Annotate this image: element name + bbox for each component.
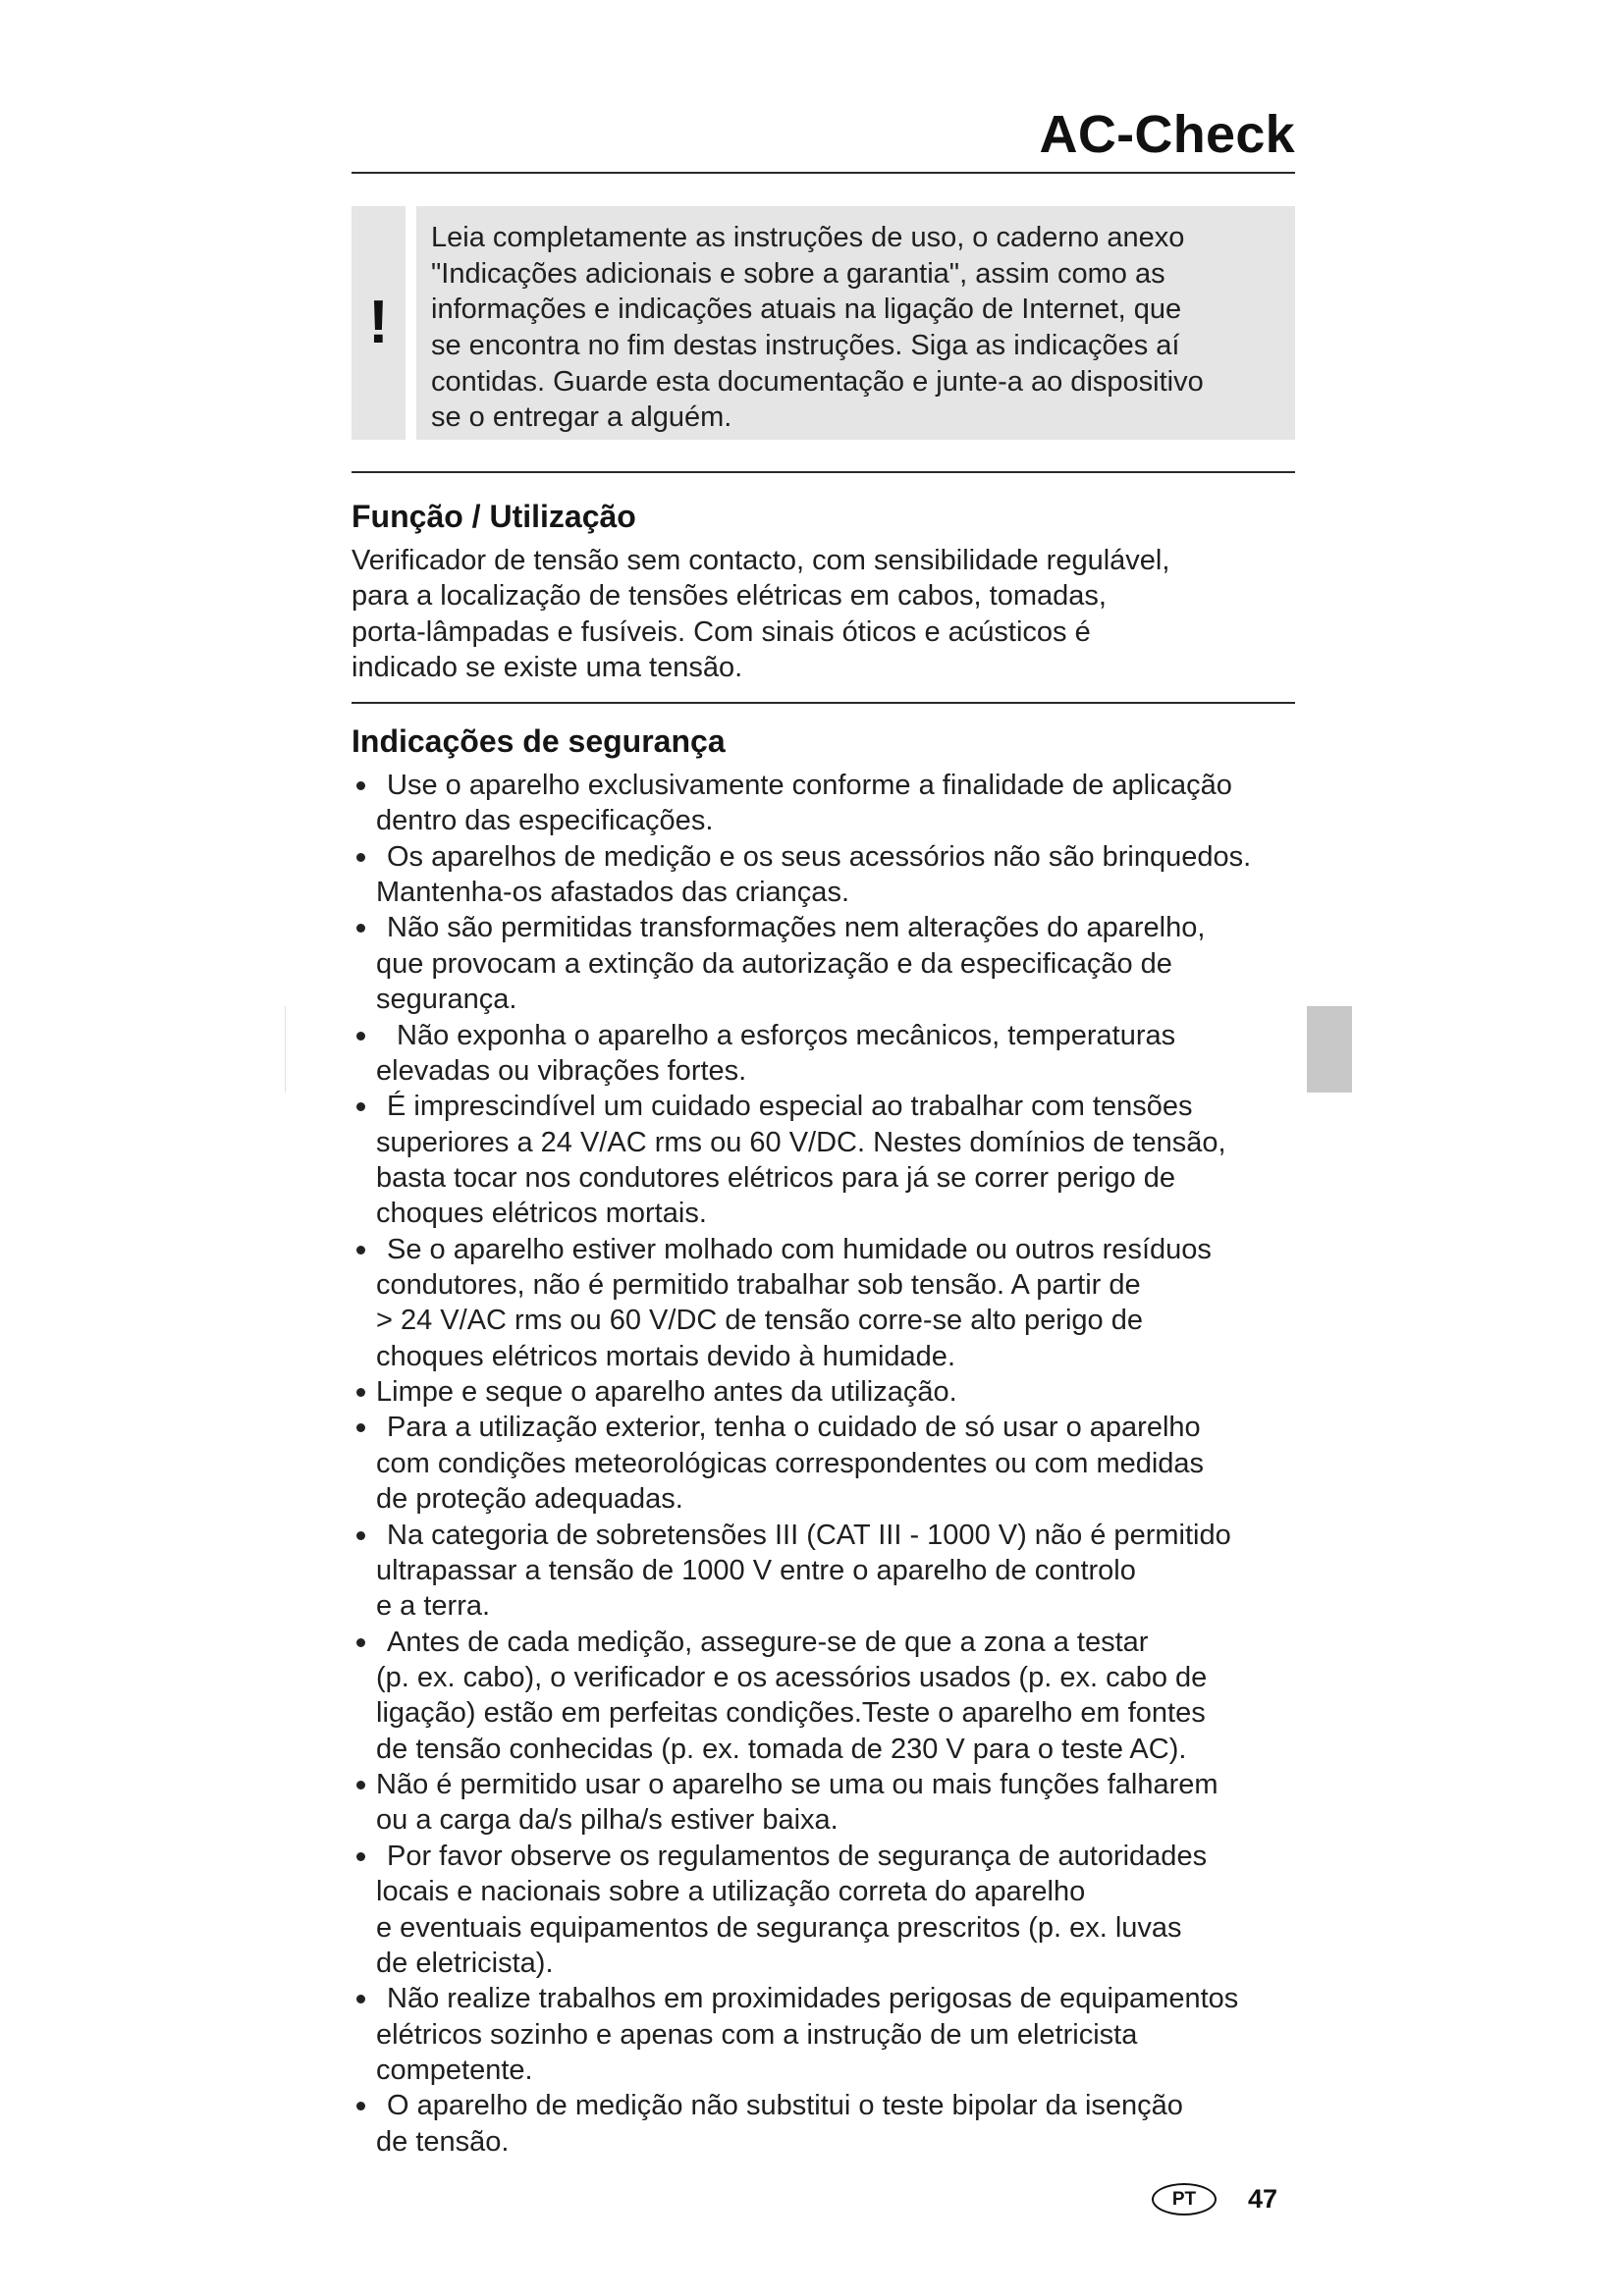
paragraph-line: para a localização de tensões elétricas em cabos, tomadas, <box>352 580 1107 613</box>
notice-line: informações e indicações atuais na ligação de Internet, que <box>431 294 1182 326</box>
bullet-line: ligação) estão em perfeitas condições.Teste o aparelho em fontes <box>376 1697 1206 1730</box>
safety-bullet <box>352 1374 1333 1410</box>
safety-bullet <box>352 1232 1333 1374</box>
bullet-line: superiores a 24 V/AC rms ou 60 V/DC. Nestes domínios de tensão, <box>376 1126 1226 1158</box>
bullet-line: e eventuais equipamentos de segurança prescritos (p. ex. luvas <box>376 1911 1182 1944</box>
safety-bullet <box>352 1839 1333 1981</box>
bullet-line: elevadas ou vibrações fortes. <box>376 1054 747 1087</box>
safety-bullet <box>352 1518 1333 1625</box>
bullet-line: que provocam a extinção da autorização e da especificação de <box>376 947 1172 980</box>
bullet-line: Não é permitido usar o aparelho se uma ou mais funções falharem <box>376 1769 1218 1801</box>
notice-panel <box>416 206 1295 440</box>
bullet-icon <box>356 1638 365 1647</box>
bullet-line: de tensão. <box>376 2125 510 2158</box>
bullet-line: basta tocar nos condutores elétricos para já se correr perigo de <box>376 1161 1176 1194</box>
bullet-line: de proteção adequadas. <box>376 1483 683 1516</box>
notice-line: contidas. Guarde esta documentação e junte-a ao dispositivo <box>431 365 1204 398</box>
safety-bullet <box>352 1018 1333 1090</box>
section-divider <box>352 702 1295 704</box>
bullet-line: Para a utilização exterior, tenha o cuidado de só usar o aparelho <box>387 1412 1201 1444</box>
page-number: 47 <box>1248 2184 1278 2214</box>
bullet-line: O aparelho de medição não substitui o teste bipolar da isenção <box>387 2090 1183 2122</box>
safety-bullet <box>352 1089 1333 1231</box>
page-title: AC-Check <box>1039 105 1295 164</box>
safety-bullet <box>352 839 1333 911</box>
bullet-line: É imprescindível um cuidado especial ao trabalhar com tensões <box>387 1091 1193 1123</box>
notice-line: Leia completamente as instruções de uso, o caderno anexo <box>431 222 1185 253</box>
notice-text <box>431 220 1204 436</box>
title-divider <box>352 172 1295 174</box>
bullet-line: Não realize trabalhos em proximidades perigosas de equipamentos <box>387 1983 1239 2015</box>
language-code: PT <box>1171 2189 1197 2210</box>
notice-marker-panel <box>352 206 406 440</box>
safety-bullet <box>352 1981 1333 2088</box>
notice-line: se encontra no fim destas instruções. Siga as indicações aí <box>431 330 1180 362</box>
language-badge <box>1152 2183 1217 2216</box>
bullet-icon <box>356 1781 365 1789</box>
bullet-line: Não exponha o aparelho a esforços mecânicos, temperaturas <box>397 1019 1176 1051</box>
bullet-line: Antes de cada medição, assegure-se de que a zona a testar <box>387 1626 1149 1658</box>
safety-heading: Indicações de segurança <box>352 723 726 759</box>
bullet-line: dentro das especificações. <box>376 805 714 837</box>
bullet-icon <box>356 853 365 862</box>
bullet-line: e a terra. <box>376 1590 491 1623</box>
bullet-line: choques elétricos mortais. <box>376 1198 707 1230</box>
bullet-line: choques elétricos mortais devido à humidade. <box>376 1340 955 1372</box>
bullet-icon <box>356 781 365 790</box>
bullet-line: Se o aparelho estiver molhado com humidade ou outros resíduos <box>387 1233 1212 1265</box>
bullet-line: ou a carga da/s pilha/s estiver baixa. <box>376 1804 839 1837</box>
bullet-line: Na categoria de sobretensões III (CAT III - 1000 V) não é permitido <box>387 1519 1231 1551</box>
bullet-line: Mantenha-os afastados das crianças. <box>376 877 849 909</box>
paragraph-line: Verificador de tensão sem contacto, com sensibilidade regulável, <box>352 545 1170 576</box>
margin-mark <box>285 1006 286 1093</box>
bullet-icon <box>356 1032 365 1041</box>
bullet-line: de eletricista). <box>376 1947 554 1979</box>
bullet-line: Os aparelhos de medição e os seus acessórios não são brinquedos. <box>387 840 1252 873</box>
bullet-line: Use o aparelho exclusivamente conforme a finalidade de aplicação <box>387 770 1232 801</box>
safety-list <box>352 768 1333 2160</box>
safety-bullet <box>352 1625 1333 1767</box>
bullet-line: condutores, não é permitido trabalhar sob tensão. A partir de <box>376 1269 1141 1302</box>
paragraph-line: indicado se existe uma tensão. <box>352 651 743 683</box>
notice-line: se o entregar a alguém. <box>431 401 732 434</box>
bullet-line: Por favor observe os regulamentos de segurança de autoridades <box>387 1840 1208 1872</box>
bullet-line: Não são permitidas transformações nem alterações do aparelho, <box>387 912 1206 944</box>
bullet-line: segurança. <box>376 984 517 1016</box>
function-heading: Função / Utilização <box>352 499 636 534</box>
section-divider <box>352 471 1295 473</box>
paragraph-line: porta-lâmpadas e fusíveis. Com sinais óticos e acústicos é <box>352 615 1091 648</box>
bullet-icon <box>356 1246 365 1255</box>
notice-line: "Indicações adicionais e sobre a garantia", assim como as <box>431 257 1165 290</box>
bullet-line: > 24 V/AC rms ou 60 V/DC de tensão corre-se alto perigo de <box>376 1305 1143 1337</box>
bullet-line: Limpe e seque o aparelho antes da utilização. <box>376 1376 957 1409</box>
bullet-line: (p. ex. cabo), o verificador e os acessórios usados (p. ex. cabo de <box>376 1661 1208 1693</box>
function-paragraph <box>352 543 1169 685</box>
bullet-line: ultrapassar a tensão de 1000 V entre o aparelho de controlo <box>376 1554 1136 1586</box>
safety-bullet <box>352 1767 1333 1839</box>
safety-bullet <box>352 1410 1333 1517</box>
bullet-line: locais e nacionais sobre a utilização correta do aparelho <box>376 1876 1086 1908</box>
bullet-icon <box>356 1852 365 1861</box>
safety-bullet <box>352 2088 1333 2160</box>
safety-bullet <box>352 768 1333 839</box>
exclamation-icon: ! <box>368 289 389 356</box>
chapter-tab <box>1307 1006 1352 1093</box>
bullet-line: elétricos sozinho e apenas com a instrução de um eletricista <box>376 2018 1138 2051</box>
bullet-icon <box>356 1531 365 1540</box>
bullet-line: com condições meteorológicas correspondentes ou com medidas <box>376 1447 1205 1479</box>
safety-bullet <box>352 910 1333 1017</box>
bullet-line: de tensão conhecidas (p. ex. tomada de 230 V para o teste AC). <box>376 1733 1187 1765</box>
bullet-line: competente. <box>376 2054 533 2086</box>
